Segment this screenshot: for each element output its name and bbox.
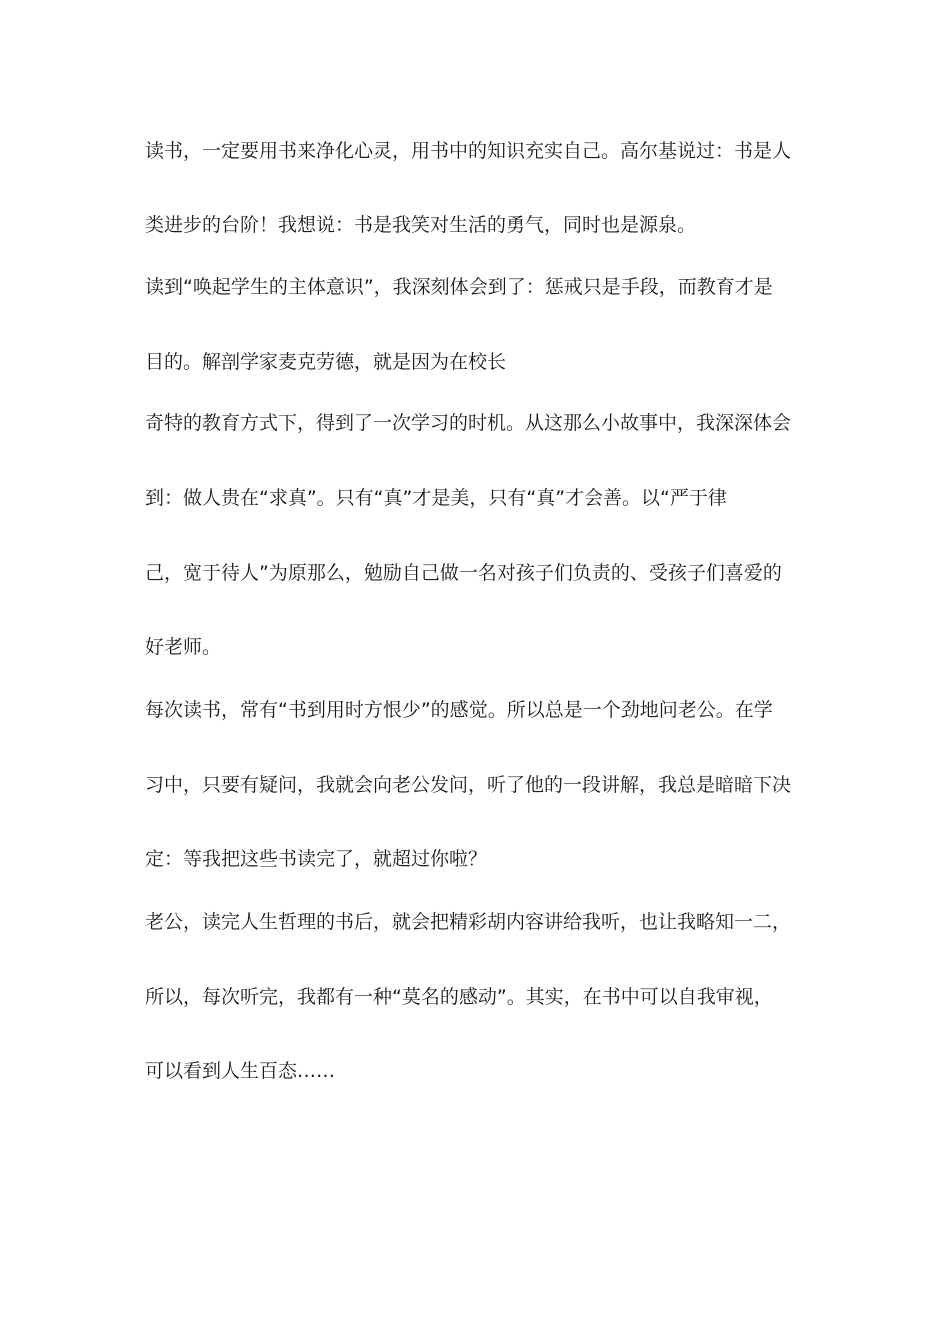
paragraph-4-line-1: 每次读书，常有“书到用时方恨少”的感觉。所以总是一个劲地问老公。在学: [145, 699, 773, 721]
paragraph-1-line-2: 类进步的台阶！我想说：书是我笑对生活的勇气，同时也是源泉。: [145, 214, 697, 236]
paragraph-3-line-2: 到：做人贵在“求真”。只有“真”才是美，只有“真”才会善。以“严于律: [145, 487, 727, 509]
paragraph-4-line-2: 习中，只要有疑问，我就会向老公发问，听了他的一段讲解，我总是暗暗下决: [145, 774, 792, 796]
paragraph-1-line-1: 读书，一定要用书来净化心灵，用书中的知识充实自己。高尔基说过：书是人: [145, 140, 792, 162]
paragraph-4-line-3: 定：等我把这些书读完了，就超过你啦？: [145, 848, 488, 870]
paragraph-3-line-1: 奇特的教育方式下，得到了一次学习的时机。从这那么小故事中，我深深体会: [145, 412, 792, 434]
paragraph-5-line-1: 老公，读完人生哲理的书后，就会把精彩胡内容讲给我听，也让我略知一二，: [145, 911, 792, 933]
paragraph-5-line-2: 所以，每次听完，我都有一种“莫名的感动”。其实，在书中可以自我审视，: [145, 986, 773, 1008]
paragraph-3-line-4: 好老师。: [145, 636, 222, 658]
paragraph-2-line-2: 目的。解剖学家麦克劳德，就是因为在校长: [145, 351, 507, 373]
paragraph-3-line-3: 己，宽于待人”为原那么，勉励自己做一名对孩子们负责的、受孩子们喜爱的: [145, 562, 782, 584]
paragraph-5-line-3: 可以看到人生百态……: [145, 1060, 336, 1082]
paragraph-2-line-1: 读到“唤起学生的主体意识”，我深刻体会到了：惩戒只是手段，而教育才是: [145, 276, 773, 298]
